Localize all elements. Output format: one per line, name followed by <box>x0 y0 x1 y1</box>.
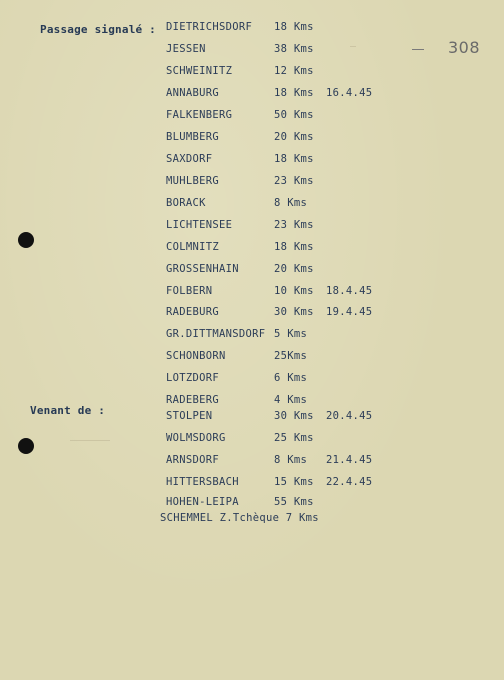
place-name: GR.DITTMANSDORF <box>166 328 266 340</box>
paper-mark <box>350 46 356 47</box>
distance: 18 Kms <box>274 153 314 165</box>
place-name: FALKENBERG <box>166 109 233 121</box>
date: 19.4.45 <box>326 306 373 318</box>
distance: 23 Kms <box>274 175 314 187</box>
place-name: COLMNITZ <box>166 241 219 253</box>
distance: 8 Kms <box>274 197 308 209</box>
passage-label: Passage signalé : <box>40 23 156 36</box>
place-name: SCHWEINITZ <box>166 65 233 77</box>
place-name: LOTZDORF <box>166 372 219 384</box>
distance: 18 Kms <box>274 87 314 99</box>
distance: 18 Kms <box>274 21 314 33</box>
distance: 23 Kms <box>274 219 314 231</box>
distance: 30 Kms <box>274 410 314 422</box>
folio-number: 308 <box>448 38 481 57</box>
place-name: SAXDORF <box>166 153 213 165</box>
paper-mark <box>70 440 110 441</box>
distance: 20 Kms <box>274 131 314 143</box>
place-name: ARNSDORF <box>166 454 219 466</box>
place-name: HITTERSBACH <box>166 476 239 488</box>
distance: 50 Kms <box>274 109 314 121</box>
place-name: MUHLBERG <box>166 175 219 187</box>
place-name: BLUMBERG <box>166 131 219 143</box>
place-name: SCHONBORN <box>166 350 226 362</box>
distance: 4 Kms <box>274 394 308 406</box>
date: 22.4.45 <box>326 476 373 488</box>
place-name: RADEBURG <box>166 306 219 318</box>
place-name: JESSEN <box>166 43 206 55</box>
distance: 18 Kms <box>274 241 314 253</box>
place-name: WOLMSDORG <box>166 432 226 444</box>
distance: 6 Kms <box>274 372 308 384</box>
place-name: RADEBERG <box>166 394 219 406</box>
distance: 20 Kms <box>274 263 314 275</box>
place-name: HOHEN-LEIPA <box>166 496 239 508</box>
distance: 25 Kms <box>274 432 314 444</box>
distance: 55 Kms <box>274 496 314 508</box>
date: 21.4.45 <box>326 454 373 466</box>
venant-label: Venant de : <box>30 404 106 417</box>
place-name: ANNABURG <box>166 87 219 99</box>
place-name: STOLPEN <box>166 410 213 422</box>
distance: 25Kms <box>274 350 308 362</box>
place-name: GROSSENHAIN <box>166 263 239 275</box>
place-name: LICHTENSEE <box>166 219 233 231</box>
distance: 30 Kms <box>274 306 314 318</box>
distance: 15 Kms <box>274 476 314 488</box>
folio-dash <box>412 49 424 50</box>
place-name: FOLBERN <box>166 285 213 297</box>
punch-hole <box>18 438 34 454</box>
place-name: DIETRICHSDORF <box>166 21 253 33</box>
distance: 38 Kms <box>274 43 314 55</box>
last-line: SCHEMMEL Z.Tchèque 7 Kms <box>160 512 319 524</box>
distance: 5 Kms <box>274 328 308 340</box>
date: 20.4.45 <box>326 410 373 422</box>
date: 16.4.45 <box>326 87 373 99</box>
distance: 10 Kms <box>274 285 314 297</box>
date: 18.4.45 <box>326 285 373 297</box>
punch-hole <box>18 232 34 248</box>
distance: 8 Kms <box>274 454 308 466</box>
distance: 12 Kms <box>274 65 314 77</box>
place-name: BORACK <box>166 197 206 209</box>
